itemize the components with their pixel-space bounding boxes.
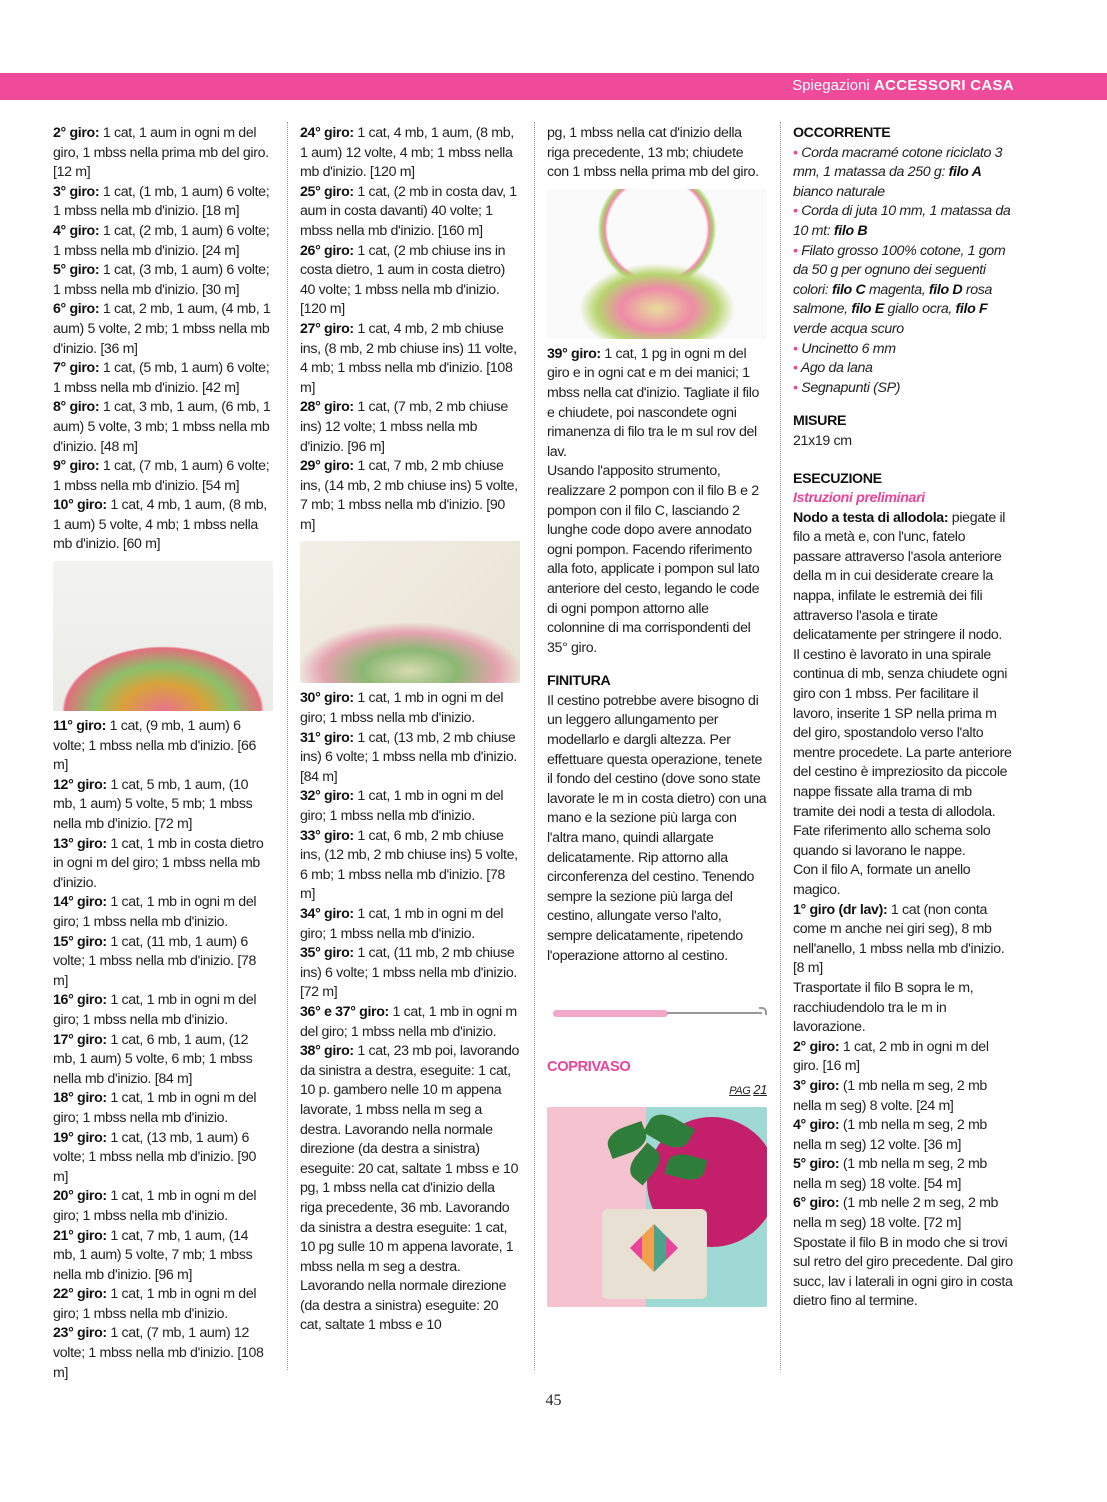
round-item: 38° giro: 1 cat, 23 mb poi, lavorando da sinistra a destra, eseguite: 1 cat, 10 p. gambero nelle 10 m appena lavorate, 1 mbss nella m seg a destra. Lavorando nella normale direzione (da destra a sinistra) eseguite: 20 cat, saltate 1 mbss e 10 pg, 1 mbss nella cat d'inizio della riga precedente, 36 mb. Lavorando da sinistra a destra eseguite: 1 cat, 10 pg sulle 10 m appena lavorate, 1 mbss nella m seg a destra. Lavorando nella normale direzione (da destra a sinistra) eseguite: 20 cat, saltate 1 mbss e 10 bbox=[300, 1043, 520, 1334]
round-6: 6° giro: (1 mb nelle 2 m seg, 2 mb nella m seg) 18 volte. [72 m] bbox=[793, 1195, 999, 1232]
round-item: 8° giro: 1 cat, 3 mb, 1 aum, (6 mb, 1 aum) 5 volte, 3 mb; 1 mbss nella mb d'inizio. [48 m] bbox=[53, 399, 271, 455]
round-item: 23° giro: 1 cat, (7 mb, 1 aum) 12 volte; 1 mbss nella mb d'inizio. [108 m] bbox=[53, 1325, 264, 1381]
round-item: 5° giro: 1 cat, (3 mb, 1 aum) 6 volte; 1 mbss nella mb d'inizio. [30 m] bbox=[53, 262, 270, 298]
round-item: 13° giro: 1 cat, 1 mb in costa dietro in ogni m del giro; 1 mbss nella mb d'inizio. bbox=[53, 835, 264, 891]
round-4: 4° giro: (1 mb nella m seg, 2 mb nella m seg) 12 volte. [36 m] bbox=[793, 1117, 987, 1153]
spostate-text: Spostate il filo B in modo che si trovi sul retro del giro precedente. Dal giro succ, lav i laterali in ogni giro in costa dietro fino al termine. bbox=[793, 1234, 1013, 1310]
page-number: 45 bbox=[545, 1392, 562, 1409]
round-3: 3° giro: (1 mb nella m seg, 2 mb nella m seg) 8 volte. [24 m] bbox=[793, 1077, 987, 1114]
material-4: • Uncinetto 6 mm bbox=[793, 340, 896, 357]
material-6: • Segnapunti (SP) bbox=[793, 379, 901, 396]
anello-text: Con il filo A, formate un anello magico. bbox=[793, 862, 971, 898]
round-item: 21° giro: 1 cat, 7 mb, 1 aum, (14 mb, 1 aum) 5 volte, 7 mb; 1 mbss nella mb d'inizio. [96 m] bbox=[53, 1227, 253, 1283]
crochet-hook-photo bbox=[300, 541, 520, 683]
finitura-text: Il cestino potrebbe avere bisogno di un leggero allungamento per modellarlo e dargli altezza. Per effettuare questa operazione, tenete il fondo del cestino (dove sono state lavorate le m in costa dietro) con una mano e la sezione più larga con l'altra mano, quindi allargate delicatamente. Rip attorno alla circonferenza del cestino. Tenendo sempre la sezione più larga del cestino, allungate verso l'alto, sempre delicatamente, ripetendo l'operazione attorno al cestino. bbox=[547, 692, 767, 964]
round-item: 7° giro: 1 cat, (5 mb, 1 aum) 6 volte; 1 mbss nella mb d'inizio. [42 m] bbox=[53, 360, 270, 396]
column-4 bbox=[793, 124, 1014, 1312]
round-item: 11° giro: 1 cat, (9 mb, 1 aum) 6 volte; 1 mbss nella mb d'inizio. [66 m] bbox=[53, 718, 257, 774]
trasportate-text: Trasportate il filo B sopra le m, racchiudendolo tra le m in lavorazione. bbox=[793, 979, 974, 1036]
round-item: 4° giro: 1 cat, (2 mb, 1 aum) 6 volte; 1 mbss nella mb d'inizio. [24 m] bbox=[53, 222, 270, 259]
round-item: 18° giro: 1 cat, 1 mb in ogni m del giro; 1 mbss nella mb d'inizio. bbox=[53, 1090, 257, 1126]
round-list-a bbox=[53, 124, 273, 555]
round-item: 15° giro: 1 cat, (11 mb, 1 aum) 6 volte; 1 mbss nella mb d'inizio. [78 m] bbox=[53, 933, 257, 989]
round-item: 22° giro: 1 cat, 1 mb in ogni m del giro; 1 mbss nella mb d'inizio. bbox=[53, 1286, 257, 1322]
round-item: 33° giro: 1 cat, 6 mb, 2 mb chiuse ins, (12 mb, 2 mb chiuse ins) 5 volte, 6 mb; 1 mbss nella mb d'inizio. [78 m] bbox=[300, 827, 518, 903]
finitura-title: FINITURA bbox=[547, 673, 611, 690]
column-divider bbox=[287, 122, 288, 1370]
page-reference[interactable]: PAG 21 bbox=[729, 1081, 767, 1097]
round-item: 29° giro: 1 cat, 7 mb, 2 mb chiuse ins, (14 mb, 2 mb chiuse ins) 5 volte, 7 mb; 1 mbss nella mb d'inizio. [90 m] bbox=[300, 458, 518, 533]
round-item: 27° giro: 1 cat, 4 mb, 2 mb chiuse ins, (8 mb, 2 mb chiuse ins) 11 volte, 4 mb; 1 mbss nella mb d'inizio. [108 m] bbox=[300, 320, 517, 396]
material-1: • Corda macramé cotone riciclato 3 mm, 1 matassa da 250 g: filo A bianco naturale bbox=[793, 144, 1003, 200]
round-1: 1° giro (dr lav): 1 cat (non conta come m anche nei giri seg), 8 mb nell'anello, 1 mbss nella mb d'inizio. [8 m] bbox=[793, 901, 1005, 977]
material-2: • Corda di juta 10 mm, 1 matassa da 10 mt: filo B bbox=[793, 203, 1011, 239]
round-2: 2° giro: 1 cat, 2 mb in ogni m del giro. [16 m] bbox=[793, 1038, 989, 1075]
column-3 bbox=[547, 124, 767, 1313]
material-3: • Filato grosso 100% cotone, 1 gom da 50 g per ognuno dei seguenti colori: filo C magenta, filo D rosa salmone, filo E giallo ocra, filo F verde acqua scuro bbox=[793, 242, 1006, 337]
material-5: • Ago da lana bbox=[793, 360, 873, 377]
spirale-text: Il cestino è lavorato in una spirale continua di mb, senza chiudete ogni giro con 1 mbss. Per facilitare il lavoro, inserite 1 SP nella prima m del giro, spostandolo verso l'alto mentre procedete. La parte anteriore del cestino è impreziosito da piccole nappe fissate alla trama di mb tramite dei nodi a testa di allodola. Fate riferimento allo schema solo quando si lavorano le nappe. bbox=[793, 646, 1012, 859]
header-section: Spiegazioni bbox=[792, 77, 870, 94]
column-1 bbox=[53, 124, 273, 1383]
round-item: 35° giro: 1 cat, (11 mb, 2 mb chiuse ins) 6 volte; 1 mbss nella mb d'inizio. [72 m] bbox=[300, 945, 517, 1001]
nodo-text: Nodo a testa di allodola: piegate il filo a metà e, con l'unc, fatelo passare attraverso l'asola anteriore della m in cui desiderate creare la nappa, infilate le estremià dei fili attraverso l'asola e tirate delicatamente per stringere il nodo. bbox=[793, 509, 1006, 644]
round-item: 3° giro: 1 cat, (1 mb, 1 aum) 6 volte; 1 mbss nella mb d'inizio. [18 m] bbox=[53, 183, 270, 220]
continued-text: pg, 1 mbss nella cat d'inizio della riga precedente, 13 mb; chiudete con 1 mbss nella prima mb del giro. bbox=[547, 125, 759, 181]
coprivaso-title: COPRIVASO bbox=[547, 1059, 631, 1076]
round-item: 9° giro: 1 cat, (7 mb, 1 aum) 6 volte; 1 mbss nella mb d'inizio. [54 m] bbox=[53, 458, 270, 494]
round-item: 17° giro: 1 cat, 6 mb, 1 aum, (12 mb, 1 aum) 5 volte, 6 mb; 1 mbss nella mb d'inizio. [84 m] bbox=[53, 1031, 253, 1087]
round-item: 6° giro: 1 cat, 2 mb, 1 aum, (4 mb, 1 aum) 5 volte, 2 mb; 1 mbss nella mb d'inizio. [36 m] bbox=[53, 301, 271, 357]
column-divider bbox=[534, 122, 535, 1370]
crochet-hook-icon bbox=[547, 998, 767, 1028]
round-item: 16° giro: 1 cat, 1 mb in ogni m del giro; 1 mbss nella mb d'inizio. bbox=[53, 992, 257, 1028]
round-list-c bbox=[300, 124, 520, 535]
esecuzione-title: ESECUZIONE bbox=[793, 470, 882, 487]
round-item: 30° giro: 1 cat, 1 mb in ogni m del giro; 1 mbss nella mb d'inizio. bbox=[300, 690, 504, 727]
basket-base-photo bbox=[53, 561, 273, 711]
round-item: 14° giro: 1 cat, 1 mb in ogni m del giro; 1 mbss nella mb d'inizio. bbox=[53, 894, 257, 930]
round-item: 36° e 37° giro: 1 cat, 1 mb in ogni m del giro; 1 mbss nella mb d'inizio. bbox=[300, 1003, 517, 1040]
round-item: 34° giro: 1 cat, 1 mb in ogni m del giro; 1 mbss nella mb d'inizio. bbox=[300, 906, 504, 942]
istruzioni-subtitle: Istruzioni preliminari bbox=[793, 490, 925, 507]
round-item: 28° giro: 1 cat, (7 mb, 2 mb chiuse ins) 12 volte; 1 mbss nella mb d'inizio. [96 m] bbox=[300, 399, 508, 455]
occorrente-title: OCCORRENTE bbox=[793, 125, 891, 141]
round-39: 39° giro: 1 cat, 1 pg in ogni m del giro e in ogni cat e m dei manici; 1 mbss nella cat d'inizio. Tagliate il filo e chiudete, poi nascondete ogni rimanenza di filo tra le m sul rov del lav. bbox=[547, 345, 760, 460]
column-divider bbox=[780, 122, 781, 1370]
round-list-b bbox=[53, 717, 273, 1383]
round-item: 20° giro: 1 cat, 1 mb in ogni m del giro; 1 mbss nella mb d'inizio. bbox=[53, 1188, 257, 1224]
pompon-text: Usando l'apposito strumento, realizzare 2 pompon con il filo B e 2 pompon con il filo C, lasciando 2 lunghe code dopo avere annodato ogni pompon. Facendo riferimento alla foto, applicate i pompon sul lato anteriore del cesto, legando le code di ogni pompon attorno alle colonnine di ma corrispondenti del 35° giro. bbox=[547, 463, 760, 656]
plant-pot-photo bbox=[547, 1107, 767, 1307]
round-item: 31° giro: 1 cat, (13 mb, 2 mb chiuse ins) 6 volte; 1 mbss nella mb d'inizio. [84 m] bbox=[300, 729, 517, 785]
header-bar bbox=[0, 73, 1107, 100]
round-item: 32° giro: 1 cat, 1 mb in ogni m del giro; 1 mbss nella mb d'inizio. bbox=[300, 788, 504, 825]
round-item: 2° giro: 1 cat, 1 aum in ogni m del giro, 1 mbss nella prima mb del giro. [12 m] bbox=[53, 125, 269, 181]
round-item: 24° giro: 1 cat, 4 mb, 1 aum, (8 mb, 1 aum) 12 volte, 4 mb; 1 mbss nella mb d'inizio. [120 m] bbox=[300, 125, 514, 181]
round-item: 25° giro: 1 cat, (2 mb in costa dav, 1 aum in costa davanti) 40 volte; 1 mbss nella mb d'inizio. [160 m] bbox=[300, 183, 517, 239]
header-title bbox=[792, 76, 1014, 96]
round-5: 5° giro: (1 mb nella m seg, 2 mb nella m seg) 18 volte. [54 m] bbox=[793, 1156, 987, 1192]
round-item: 12° giro: 1 cat, 5 mb, 1 aum, (10 mb, 1 aum) 5 volte, 5 mb; 1 mbss nella mb d'inizio. [72 m] bbox=[53, 776, 253, 833]
round-item: 26° giro: 1 cat, (2 mb chiuse ins in costa dietro, 1 aum in costa dietro) 40 volte; 1 mbss nella mb d'inizio. [120 m] bbox=[300, 242, 506, 318]
misure-value: 21x19 cm bbox=[793, 432, 852, 449]
misure-title: MISURE bbox=[793, 413, 847, 430]
header-category: ACCESSORI CASA bbox=[873, 77, 1014, 94]
round-item: 19° giro: 1 cat, (13 mb, 1 aum) 6 volte; 1 mbss nella mb d'inizio. [90 m] bbox=[53, 1129, 257, 1185]
round-item: 10° giro: 1 cat, 4 mb, 1 aum, (8 mb, 1 aum) 5 volte, 4 mb; 1 mbss nella mb d'inizio. [60 m] bbox=[53, 497, 267, 553]
basket-handle-photo bbox=[547, 189, 767, 339]
round-list-d bbox=[300, 689, 520, 1336]
column-2 bbox=[300, 124, 520, 1336]
